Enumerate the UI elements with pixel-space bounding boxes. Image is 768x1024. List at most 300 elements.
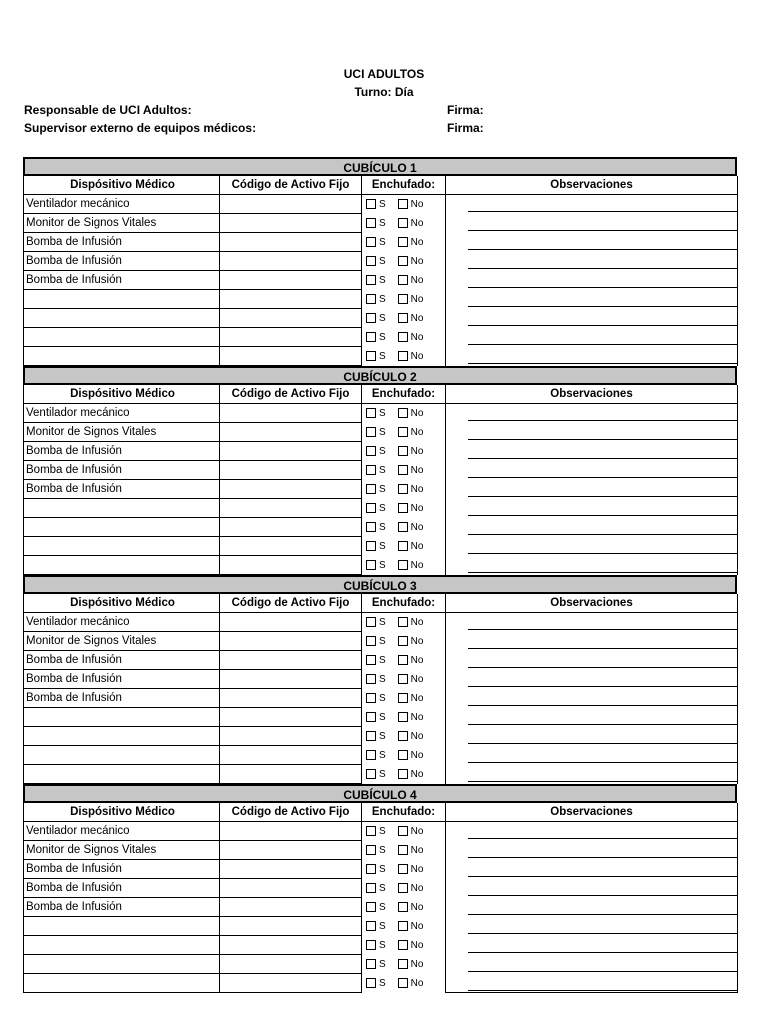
plugged-yes-option[interactable] [366,351,386,362]
plugged-no-option[interactable] [398,959,424,970]
observations-cell[interactable] [446,252,738,271]
observations-line [468,458,737,459]
device-name-cell[interactable]: Bomba de Infusión [24,233,220,252]
plugged-yes-option[interactable] [366,218,386,229]
plugged-yes-option[interactable] [366,560,386,571]
plugged-yes-option[interactable] [366,275,386,286]
device-name-cell[interactable] [24,708,220,727]
device-name-cell[interactable] [24,936,220,955]
plugged-yes-option[interactable] [366,522,386,533]
plugged-yes-option[interactable] [366,237,386,248]
plugged-yes-option[interactable] [366,294,386,305]
plugged-no-option[interactable] [398,237,424,248]
yes-checkbox[interactable] [366,427,376,437]
asset-code-cell[interactable] [220,537,362,556]
plugged-yes-option[interactable] [366,199,386,210]
plugged-no-option[interactable] [398,845,424,856]
yes-checkbox[interactable] [366,408,376,418]
plugged-no-option[interactable] [398,750,424,761]
observations-cell[interactable] [446,746,738,765]
observations-cell[interactable] [446,328,738,347]
plugged-yes-option[interactable] [366,427,386,438]
yes-checkbox[interactable] [366,731,376,741]
yes-checkbox[interactable] [366,826,376,836]
observations-cell[interactable] [446,309,738,328]
plugged-no-option[interactable] [398,712,424,723]
no-checkbox[interactable] [398,826,408,836]
table-row [24,480,738,499]
table-row [24,955,738,974]
asset-code-cell[interactable] [220,556,362,575]
plugged-yes-option[interactable] [366,313,386,324]
plugged-options [362,902,445,913]
plugged-cell [362,841,446,860]
device-name-cell[interactable] [24,765,220,784]
device-name-cell[interactable]: Bomba de Infusión [24,670,220,689]
device-name-cell[interactable]: Bomba de Infusión [24,898,220,917]
plugged-options [362,237,445,248]
observations-cell[interactable] [446,632,738,651]
no-checkbox[interactable] [398,446,408,456]
plugged-no-option[interactable] [398,218,424,229]
plugged-no-option[interactable] [398,199,424,210]
plugged-yes-option[interactable] [366,731,386,742]
asset-code-cell[interactable] [220,708,362,727]
observations-line [468,534,737,535]
plugged-yes-option[interactable] [366,940,386,951]
device-name-cell[interactable]: Bomba de Infusión [24,879,220,898]
plugged-options [362,560,445,571]
no-checkbox[interactable] [398,883,408,893]
no-label: No [410,426,424,438]
device-name-cell[interactable] [24,917,220,936]
table-row [24,879,738,898]
yes-checkbox[interactable] [366,199,376,209]
asset-code-cell[interactable] [220,309,362,328]
asset-code-cell[interactable] [220,879,362,898]
plugged-no-option[interactable] [398,902,424,913]
device-name-cell[interactable] [24,499,220,518]
no-checkbox[interactable] [398,617,408,627]
no-checkbox[interactable] [398,237,408,247]
asset-code-cell[interactable] [220,974,362,993]
no-checkbox[interactable] [398,940,408,950]
plugged-yes-option[interactable] [366,256,386,267]
device-name-cell[interactable] [24,556,220,575]
yes-checkbox[interactable] [366,256,376,266]
no-checkbox[interactable] [398,541,408,551]
yes-checkbox[interactable] [366,541,376,551]
observations-cell[interactable] [446,689,738,708]
plugged-no-option[interactable] [398,655,424,666]
asset-code-cell[interactable] [220,271,362,290]
no-checkbox[interactable] [398,427,408,437]
no-checkbox[interactable] [398,522,408,532]
plugged-yes-option[interactable] [366,959,386,970]
observations-cell[interactable] [446,404,738,423]
asset-code-cell[interactable] [220,347,362,366]
plugged-no-option[interactable] [398,560,424,571]
no-checkbox[interactable] [398,864,408,874]
asset-code-cell[interactable] [220,917,362,936]
plugged-yes-option[interactable] [366,712,386,723]
observations-cell[interactable] [446,556,738,575]
observations-cell[interactable] [446,271,738,290]
no-checkbox[interactable] [398,978,408,988]
plugged-cell [362,214,446,233]
no-label: No [410,730,424,742]
plugged-no-option[interactable] [398,617,424,628]
no-checkbox[interactable] [398,674,408,684]
yes-checkbox[interactable] [366,560,376,570]
asset-code-cell[interactable] [220,613,362,632]
observations-cell[interactable] [446,613,738,632]
no-checkbox[interactable] [398,199,408,209]
observations-line [468,686,737,687]
asset-code-cell[interactable] [220,442,362,461]
yes-checkbox[interactable] [366,465,376,475]
plugged-yes-option[interactable] [366,655,386,666]
plugged-yes-option[interactable] [366,484,386,495]
yes-checkbox[interactable] [366,351,376,361]
plugged-no-option[interactable] [398,427,424,438]
no-checkbox[interactable] [398,845,408,855]
plugged-yes-option[interactable] [366,408,386,419]
observations-cell[interactable] [446,860,738,879]
asset-code-cell[interactable] [220,746,362,765]
no-checkbox[interactable] [398,655,408,665]
yes-checkbox[interactable] [366,218,376,228]
plugged-yes-option[interactable] [366,636,386,647]
no-checkbox[interactable] [398,731,408,741]
plugged-yes-option[interactable] [366,883,386,894]
plugged-cell [362,556,446,575]
yes-checkbox[interactable] [366,522,376,532]
device-table [23,803,738,993]
yes-checkbox[interactable] [366,332,376,342]
table-row [24,442,738,461]
plugged-yes-option[interactable] [366,845,386,856]
observations-cell[interactable] [446,822,738,841]
plugged-cell [362,518,446,537]
device-name-cell[interactable]: Monitor de Signos Vitales [24,214,220,233]
no-checkbox[interactable] [398,902,408,912]
plugged-no-option[interactable] [398,693,424,704]
no-checkbox[interactable] [398,750,408,760]
table-row [24,822,738,841]
observations-cell[interactable] [446,727,738,746]
device-name-cell[interactable]: Bomba de Infusión [24,689,220,708]
plugged-no-option[interactable] [398,674,424,685]
observations-cell[interactable] [446,974,738,993]
asset-code-cell[interactable] [220,955,362,974]
yes-checkbox[interactable] [366,617,376,627]
observations-line [468,572,737,573]
plugged-yes-option[interactable] [366,541,386,552]
yes-checkbox[interactable] [366,313,376,323]
device-name-cell[interactable]: Monitor de Signos Vitales [24,423,220,442]
plugged-yes-option[interactable] [366,465,386,476]
plugged-cell [362,290,446,309]
plugged-yes-option[interactable] [366,826,386,837]
device-name-cell[interactable]: Ventilador mecánico [24,195,220,214]
observations-cell[interactable] [446,499,738,518]
plugged-yes-option[interactable] [366,978,386,989]
no-checkbox[interactable] [398,921,408,931]
observations-cell[interactable] [446,537,738,556]
plugged-cell [362,309,446,328]
yes-label: S [379,464,386,476]
plugged-cell [362,708,446,727]
plugged-no-option[interactable] [398,313,424,324]
asset-code-cell[interactable] [220,822,362,841]
plugged-no-option[interactable] [398,826,424,837]
plugged-yes-option[interactable] [366,902,386,913]
observations-line [468,781,737,782]
asset-code-cell[interactable] [220,461,362,480]
plugged-yes-option[interactable] [366,674,386,685]
yes-checkbox[interactable] [366,902,376,912]
observations-cell[interactable] [446,879,738,898]
asset-code-cell[interactable] [220,328,362,347]
table-row [24,651,738,670]
no-checkbox[interactable] [398,465,408,475]
column-header-row [24,803,738,822]
device-name-cell[interactable] [24,537,220,556]
observations-cell[interactable] [446,442,738,461]
observations-cell[interactable] [446,461,738,480]
yes-checkbox[interactable] [366,503,376,513]
device-name-cell[interactable]: Bomba de Infusión [24,651,220,670]
device-name-cell[interactable] [24,518,220,537]
plugged-yes-option[interactable] [366,446,386,457]
asset-code-cell[interactable] [220,841,362,860]
no-checkbox[interactable] [398,275,408,285]
cubicle-title: CUBÍCULO 3 [23,575,737,594]
plugged-no-option[interactable] [398,256,424,267]
yes-checkbox[interactable] [366,636,376,646]
plugged-no-option[interactable] [398,294,424,305]
asset-code-cell[interactable] [220,860,362,879]
yes-checkbox[interactable] [366,446,376,456]
plugged-options [362,883,445,894]
plugged-options [362,617,445,628]
asset-code-cell[interactable] [220,499,362,518]
observations-cell[interactable] [446,290,738,309]
yes-checkbox[interactable] [366,883,376,893]
plugged-yes-option[interactable] [366,750,386,761]
observations-cell[interactable] [446,651,738,670]
no-checkbox[interactable] [398,313,408,323]
device-name-cell[interactable] [24,328,220,347]
device-name-cell[interactable]: Bomba de Infusión [24,461,220,480]
no-checkbox[interactable] [398,294,408,304]
yes-checkbox[interactable] [366,940,376,950]
table-row [24,765,738,784]
no-checkbox[interactable] [398,351,408,361]
device-name-cell[interactable]: Bomba de Infusión [24,860,220,879]
yes-checkbox[interactable] [366,845,376,855]
plugged-yes-option[interactable] [366,332,386,343]
plugged-no-option[interactable] [398,978,424,989]
col-observations-header: Observaciones [446,385,738,404]
observations-cell[interactable] [446,347,738,366]
yes-checkbox[interactable] [366,693,376,703]
yes-checkbox[interactable] [366,769,376,779]
plugged-cell [362,347,446,366]
device-name-cell[interactable]: Bomba de Infusión [24,252,220,271]
no-checkbox[interactable] [398,959,408,969]
device-name-cell[interactable] [24,309,220,328]
observations-cell[interactable] [446,917,738,936]
yes-checkbox[interactable] [366,674,376,684]
asset-code-cell[interactable] [220,290,362,309]
observations-cell[interactable] [446,195,738,214]
plugged-yes-option[interactable] [366,864,386,875]
yes-checkbox[interactable] [366,655,376,665]
observations-cell[interactable] [446,480,738,499]
plugged-no-option[interactable] [398,446,424,457]
yes-checkbox[interactable] [366,484,376,494]
device-name-cell[interactable]: Monitor de Signos Vitales [24,632,220,651]
observations-cell[interactable] [446,518,738,537]
device-name-cell[interactable] [24,347,220,366]
no-checkbox[interactable] [398,769,408,779]
observations-line [468,230,737,231]
yes-checkbox[interactable] [366,712,376,722]
asset-code-cell[interactable] [220,404,362,423]
no-checkbox[interactable] [398,503,408,513]
plugged-yes-option[interactable] [366,769,386,780]
plugged-no-option[interactable] [398,883,424,894]
observations-cell[interactable] [446,765,738,784]
plugged-cell [362,537,446,556]
asset-code-cell[interactable] [220,651,362,670]
asset-code-cell[interactable] [220,689,362,708]
no-label: No [410,882,424,894]
no-checkbox[interactable] [398,693,408,703]
observations-cell[interactable] [446,708,738,727]
device-name-cell[interactable]: Ventilador mecánico [24,404,220,423]
observations-line [468,553,737,554]
yes-label: S [379,616,386,628]
asset-code-cell[interactable] [220,632,362,651]
asset-code-cell[interactable] [220,765,362,784]
device-name-cell[interactable]: Bomba de Infusión [24,442,220,461]
plugged-cell [362,879,446,898]
plugged-no-option[interactable] [398,864,424,875]
yes-checkbox[interactable] [366,864,376,874]
asset-code-cell[interactable] [220,233,362,252]
no-checkbox[interactable] [398,218,408,228]
plugged-no-option[interactable] [398,541,424,552]
col-plugged-header: Enchufado: [362,385,446,404]
no-checkbox[interactable] [398,484,408,494]
plugged-yes-option[interactable] [366,693,386,704]
asset-code-cell[interactable] [220,423,362,442]
yes-checkbox[interactable] [366,294,376,304]
device-name-cell[interactable]: Monitor de Signos Vitales [24,841,220,860]
plugged-no-option[interactable] [398,503,424,514]
device-name-cell[interactable] [24,955,220,974]
no-checkbox[interactable] [398,712,408,722]
observations-cell[interactable] [446,955,738,974]
yes-checkbox[interactable] [366,959,376,969]
plugged-no-option[interactable] [398,465,424,476]
no-checkbox[interactable] [398,332,408,342]
observations-cell[interactable] [446,936,738,955]
device-name-cell[interactable]: Ventilador mecánico [24,613,220,632]
observations-cell[interactable] [446,898,738,917]
table-row [24,917,738,936]
no-checkbox[interactable] [398,408,408,418]
cubicle-title: CUBÍCULO 1 [23,157,737,176]
plugged-no-option[interactable] [398,275,424,286]
plugged-no-option[interactable] [398,408,424,419]
plugged-yes-option[interactable] [366,921,386,932]
no-checkbox[interactable] [398,636,408,646]
asset-code-cell[interactable] [220,936,362,955]
yes-label: S [379,483,386,495]
asset-code-cell[interactable] [220,727,362,746]
asset-code-cell[interactable] [220,252,362,271]
plugged-no-option[interactable] [398,332,424,343]
yes-checkbox[interactable] [366,978,376,988]
observations-cell[interactable] [446,233,738,252]
device-name-cell[interactable]: Bomba de Infusión [24,271,220,290]
yes-checkbox[interactable] [366,275,376,285]
observations-cell[interactable] [446,670,738,689]
plugged-cell [362,974,446,993]
plugged-no-option[interactable] [398,769,424,780]
observations-cell[interactable] [446,214,738,233]
plugged-yes-option[interactable] [366,617,386,628]
device-name-cell[interactable] [24,727,220,746]
plugged-no-option[interactable] [398,731,424,742]
plugged-cell [362,860,446,879]
observations-cell[interactable] [446,841,738,860]
no-checkbox[interactable] [398,256,408,266]
plugged-no-option[interactable] [398,636,424,647]
device-name-cell[interactable]: Bomba de Infusión [24,480,220,499]
device-name-cell[interactable] [24,746,220,765]
plugged-no-option[interactable] [398,522,424,533]
yes-label: S [379,711,386,723]
device-name-cell[interactable] [24,290,220,309]
yes-label: S [379,198,386,210]
yes-checkbox[interactable] [366,921,376,931]
yes-label: S [379,635,386,647]
asset-code-cell[interactable] [220,480,362,499]
plugged-yes-option[interactable] [366,503,386,514]
yes-checkbox[interactable] [366,750,376,760]
shift-label: Turno: Día [354,85,414,99]
plugged-no-option[interactable] [398,940,424,951]
plugged-no-option[interactable] [398,484,424,495]
plugged-no-option[interactable] [398,921,424,932]
device-name-cell[interactable]: Ventilador mecánico [24,822,220,841]
asset-code-cell[interactable] [220,214,362,233]
observations-cell[interactable] [446,423,738,442]
asset-code-cell[interactable] [220,518,362,537]
yes-checkbox[interactable] [366,237,376,247]
asset-code-cell[interactable] [220,670,362,689]
asset-code-cell[interactable] [220,195,362,214]
no-checkbox[interactable] [398,560,408,570]
device-name-cell[interactable] [24,974,220,993]
plugged-no-option[interactable] [398,351,424,362]
asset-code-cell[interactable] [220,898,362,917]
